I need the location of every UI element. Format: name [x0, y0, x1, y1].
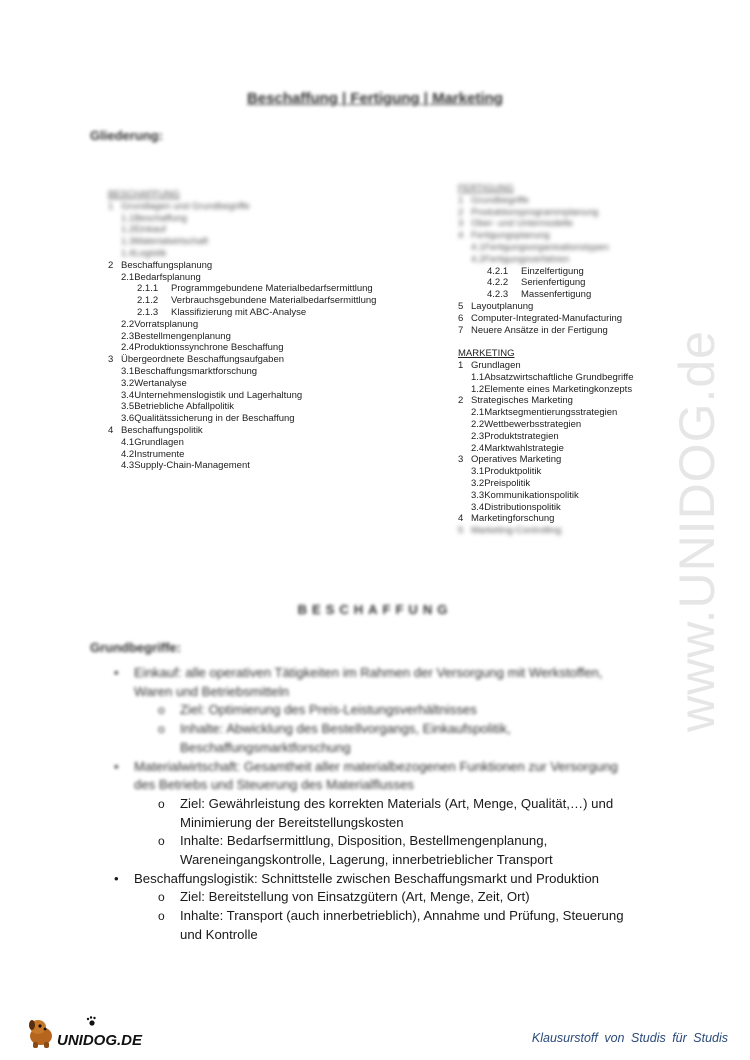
toc-entry: [108, 307, 438, 319]
toc-entry-number: 3: [458, 454, 464, 466]
toc-entry-number: 4: [108, 424, 114, 436]
line-text: Inhalte: Bedarfsermittlung, Disposition, Bestellmengenplanung,: [180, 833, 548, 849]
toc-entry: [108, 201, 438, 213]
toc-entry: [108, 295, 438, 307]
toc-entry-text: Marktwahlstrategie: [484, 442, 564, 454]
toc-entry-number: 4.2: [121, 448, 135, 460]
unidog-logo: [24, 1014, 174, 1052]
footer-tagline: Klausurstoff von Studis für Studis: [531, 1031, 728, 1045]
toc-entry-text: Serienfertigung: [521, 277, 586, 289]
toc-entry-text: Fertigungsplanung: [471, 230, 550, 242]
toc-entry-number: 1.2: [121, 224, 135, 236]
toc-entry-number: 3: [458, 218, 464, 230]
toc-entry-text: Neuere Ansätze in der Fertigung: [471, 324, 608, 336]
toc-entry: [108, 390, 438, 402]
toc-entry-text: Beschaffungsplanung: [121, 259, 213, 271]
toc-entry-text: Kommunikationspolitik: [484, 489, 579, 501]
toc-entry: [108, 319, 438, 331]
toc-entry-text: Logistik: [134, 247, 167, 259]
line-text: Waren und Betriebsmitteln: [134, 683, 289, 699]
circle-bullet-icon: o: [158, 796, 165, 811]
toc-entry-number: 5: [458, 300, 464, 312]
toc-entry: [458, 254, 688, 266]
line-text: Beschaffungsmarktforschung: [180, 739, 351, 755]
toc-entry-number: 2.2: [471, 418, 485, 430]
toc-entry-number: 3.6: [121, 413, 135, 425]
bullet-item: [90, 664, 670, 683]
sub-bullet-continuation: [90, 851, 670, 870]
document-body: [90, 664, 670, 945]
toc-entry-number: 2.1: [471, 407, 485, 419]
toc-entry-text: Grundlagen und Grundbegriffe: [121, 200, 250, 212]
gliederung-heading: Gliederung:: [90, 128, 163, 143]
toc-entry-number: 3.4: [121, 389, 135, 401]
sub-bullet-continuation: [90, 814, 670, 833]
toc-entry-number: 2: [458, 206, 464, 218]
toc-entry-number: 4.2.3: [487, 289, 509, 301]
toc-entry: [108, 378, 438, 390]
toc-entry: [108, 283, 438, 295]
line-text: Beschaffungslogistik: Schnittstelle zwischen Beschaffungsmarkt und Produktion: [134, 870, 599, 886]
toc-entry-text: Qualitätssicherung in der Beschaffung: [134, 413, 295, 425]
toc-entry: [108, 342, 438, 354]
toc-entry-text: Computer-Integrated-Manufacturing: [471, 312, 623, 324]
toc-entry-text: Fertigungsorganisationstypen: [484, 241, 609, 253]
toc-entry: [458, 207, 688, 219]
toc-entry-text: Marketingforschung: [471, 513, 555, 525]
toc-entry-text: MARKETING: [458, 348, 515, 360]
bullet-item: [90, 758, 670, 777]
toc-entry-number: 2.3: [471, 430, 485, 442]
toc-entry: [108, 248, 438, 260]
bullet-icon: •: [114, 870, 119, 886]
toc-entry-text: Materialwirtschaft: [134, 236, 209, 248]
toc-entry-text: Bestellmengenplanung: [134, 330, 231, 342]
toc-entry: [108, 425, 438, 437]
toc-entry: [458, 195, 688, 207]
watermark: [652, 270, 742, 740]
line-text: des Betriebs und Steuerung des Materialflusses: [134, 777, 415, 793]
toc-entry-number: 3: [108, 354, 114, 366]
toc-entry-text: Bedarfsplanung: [134, 271, 201, 283]
line-text: Wareneingangskontrolle, Lagerung, innerbetrieblicher Transport: [180, 852, 553, 868]
toc-entry-number: 4.2: [471, 253, 485, 265]
toc-entry-number: 1: [108, 200, 114, 212]
logo-wordmark: UNIDOG.DE: [57, 1032, 143, 1049]
sub-bullet-item: [90, 720, 670, 739]
line-text: Materialwirtschaft: Gesamtheit aller materialbezogenen Funktionen zur Versorgung: [134, 758, 618, 774]
toc-entry-text: Preispolitik: [484, 477, 531, 489]
toc-entry-text: Elemente eines Marketingkonzepts: [484, 383, 633, 395]
toc-entry-number: 2.2: [121, 318, 135, 330]
toc-entry-text: Wettbewerbsstrategien: [484, 418, 582, 430]
line-text: Inhalte: Abwicklung des Bestellvorgangs, Einkaufspolitik,: [180, 721, 511, 737]
toc-entry-text: Grundlagen: [134, 436, 184, 448]
toc-entry-text: Ober- und Untermodelle: [471, 218, 573, 230]
toc-entry-number: 2: [108, 259, 114, 271]
toc-entry: [458, 183, 688, 195]
toc-entry-text: Beschaffungspolitik: [121, 424, 203, 436]
toc-entry-number: 4.2.1: [487, 265, 509, 277]
sub-bullet-item: [90, 888, 670, 907]
toc-entry: [108, 260, 438, 272]
toc-entry: [108, 236, 438, 248]
toc-entry-number: 3.5: [121, 401, 135, 413]
toc-entry: [108, 366, 438, 378]
toc-entry-number: 4.3: [121, 460, 135, 472]
grundbegriffe-heading: Grundbegriffe:: [90, 640, 181, 655]
toc-entry: [108, 272, 438, 284]
toc-entry: [108, 354, 438, 366]
toc-entry-text: Marktsegmentierungsstrategien: [484, 407, 618, 419]
toc-entry-text: Einzelfertigung: [521, 265, 584, 277]
toc-entry-text: Einkauf: [134, 224, 166, 236]
toc-entry-number: 2.1: [121, 271, 135, 283]
toc-entry-number: 2.1.1: [137, 283, 159, 295]
watermark-text: www.UNIDOG.de: [669, 330, 725, 732]
sub-bullet-item: [90, 795, 670, 814]
sub-bullet-continuation: [90, 926, 670, 945]
bullet-icon: •: [114, 758, 119, 774]
bullet-icon: •: [114, 665, 119, 680]
toc-entry-number: 3.3: [471, 489, 485, 501]
toc-entry-number: 3.1: [471, 466, 485, 478]
toc-entry-number: 4.2.2: [487, 277, 509, 289]
toc-entry-number: 4.1: [471, 241, 485, 253]
toc-entry-text: Layoutplanung: [471, 300, 534, 312]
toc-entry-number: 1.4: [121, 247, 135, 259]
toc-entry-number: 4: [458, 230, 464, 242]
toc-entry: [108, 401, 438, 413]
toc-entry-text: Massenfertigung: [521, 289, 592, 301]
circle-bullet-icon: o: [158, 703, 165, 718]
toc-entry-text: Beschaffungsmarktforschung: [134, 365, 258, 377]
toc-entry-text: Programmgebundene Materialbedarfsermittlung: [171, 283, 373, 295]
toc-entry-text: Verbrauchsgebundene Materialbedarfsermittlung: [171, 295, 377, 307]
toc-entry: [108, 437, 438, 449]
toc-entry-number: 2.4: [121, 342, 135, 354]
toc-entry-text: Produktionssynchrone Beschaffung: [134, 342, 284, 354]
toc-entry: [458, 218, 688, 230]
line-text: und Kontrolle: [180, 926, 258, 942]
toc-entry-number: 5: [458, 525, 464, 537]
toc-entry: [458, 242, 688, 254]
sub-bullet-item: [90, 701, 670, 720]
toc-entry-number: 1: [458, 194, 464, 206]
toc-entry-number: 2.4: [471, 442, 485, 454]
toc-entry: [108, 224, 438, 236]
dog-mascot-icon: [29, 1020, 52, 1048]
toc-entry: [108, 213, 438, 225]
toc-entry-text: Absatzwirtschaftliche Grundbegriffe: [484, 371, 634, 383]
toc-entry: [108, 189, 438, 201]
toc-entry-text: Marketing-Controlling: [471, 525, 562, 537]
line-text: Einkauf: alle operativen Tätigkeiten im Rahmen der Versorgung mit Werkstoffen,: [134, 665, 603, 680]
circle-bullet-icon: o: [158, 909, 165, 924]
line-text: Minimierung der Bereitstellungskosten: [180, 814, 404, 830]
sub-bullet-item: [90, 832, 670, 851]
toc-entry-text: Klassifizierung mit ABC-Analyse: [171, 306, 307, 318]
paw-icon: [87, 1016, 96, 1025]
toc-entry: [108, 413, 438, 425]
toc-entry-number: 4.1: [121, 436, 135, 448]
sub-bullet-continuation: [90, 739, 670, 758]
line-text: Ziel: Gewährleistung des korrekten Materials (Art, Menge, Qualität,…) und: [180, 795, 614, 811]
bullet-continuation: [90, 776, 670, 795]
toc-entry-text: BESCHAFFUNG: [108, 189, 180, 200]
toc-entry-text: Strategisches Marketing: [471, 395, 573, 407]
toc-entry-number: 2.1.3: [137, 306, 159, 318]
toc-entry-number: 2: [458, 395, 464, 407]
toc-entry-text: Produktpolitik: [484, 466, 542, 478]
line-text: Ziel: Optimierung des Preis-Leistungsverhältnisses: [180, 702, 477, 718]
toc-entry: [108, 331, 438, 343]
circle-bullet-icon: o: [158, 722, 165, 737]
document-title: Beschaffung | Fertigung | Marketing: [247, 90, 503, 107]
toc-entry-text: Übergeordnete Beschaffungsaufgaben: [121, 354, 285, 366]
line-text: Inhalte: Transport (auch innerbetrieblich), Annahme und Prüfung, Steuerung: [180, 908, 624, 924]
toc-entry-text: Produktstrategien: [484, 430, 559, 442]
toc-entry-text: Fertigungsverfahren: [484, 253, 570, 265]
toc-entry-number: 6: [458, 312, 464, 324]
toc-entry-text: Betriebliche Abfallpolitik: [134, 401, 235, 413]
toc-entry-number: 1.1: [121, 212, 135, 224]
toc-entry-text: Vorratsplanung: [134, 318, 199, 330]
toc-entry-text: Supply-Chain-Management: [134, 460, 250, 472]
circle-bullet-icon: o: [158, 890, 165, 905]
toc-entry-text: FERTIGUNG: [458, 183, 514, 194]
toc-entry-text: Grundlagen: [471, 359, 521, 371]
toc-entry-text: Grundbegriffe: [471, 194, 529, 206]
toc-entry-text: Wertanalyse: [134, 377, 187, 389]
toc-entry-number: 3.2: [121, 377, 135, 389]
toc-entry-text: Instrumente: [134, 448, 185, 460]
bullet-item: [90, 870, 670, 889]
toc-entry: [108, 449, 438, 461]
sub-bullet-item: [90, 907, 670, 926]
toc-entry-number: 1: [458, 359, 464, 371]
toc-entry-number: 2.3: [121, 330, 135, 342]
toc-entry-text: Distributionspolitik: [484, 501, 561, 513]
section-title: BESCHAFFUNG: [297, 602, 453, 617]
toc-entry-number: 3.4: [471, 501, 485, 513]
circle-bullet-icon: o: [158, 834, 165, 849]
toc-entry: [458, 230, 688, 242]
toc-entry-text: Unternehmenslogistik und Lagerhaltung: [134, 389, 303, 401]
toc-left-column: [108, 189, 438, 472]
toc-entry-text: Beschaffung: [134, 212, 187, 224]
toc-entry-number: 3.1: [121, 365, 135, 377]
toc-entry-number: 3.2: [471, 477, 485, 489]
toc-entry-number: 4: [458, 513, 464, 525]
toc-entry-text: Produktionsprogrammplanung: [471, 206, 599, 218]
toc-entry-number: 1.2: [471, 383, 485, 395]
toc-entry-number: 1.1: [471, 371, 485, 383]
bullet-continuation: [90, 683, 670, 702]
toc-entry-number: 1.3: [121, 236, 135, 248]
toc-entry: [108, 460, 438, 472]
line-text: Ziel: Bereitstellung von Einsatzgütern (Art, Menge, Zeit, Ort): [180, 889, 530, 905]
toc-entry-text: Operatives Marketing: [471, 454, 562, 466]
toc-entry-number: 7: [458, 324, 464, 336]
toc-entry-number: 2.1.2: [137, 295, 159, 307]
